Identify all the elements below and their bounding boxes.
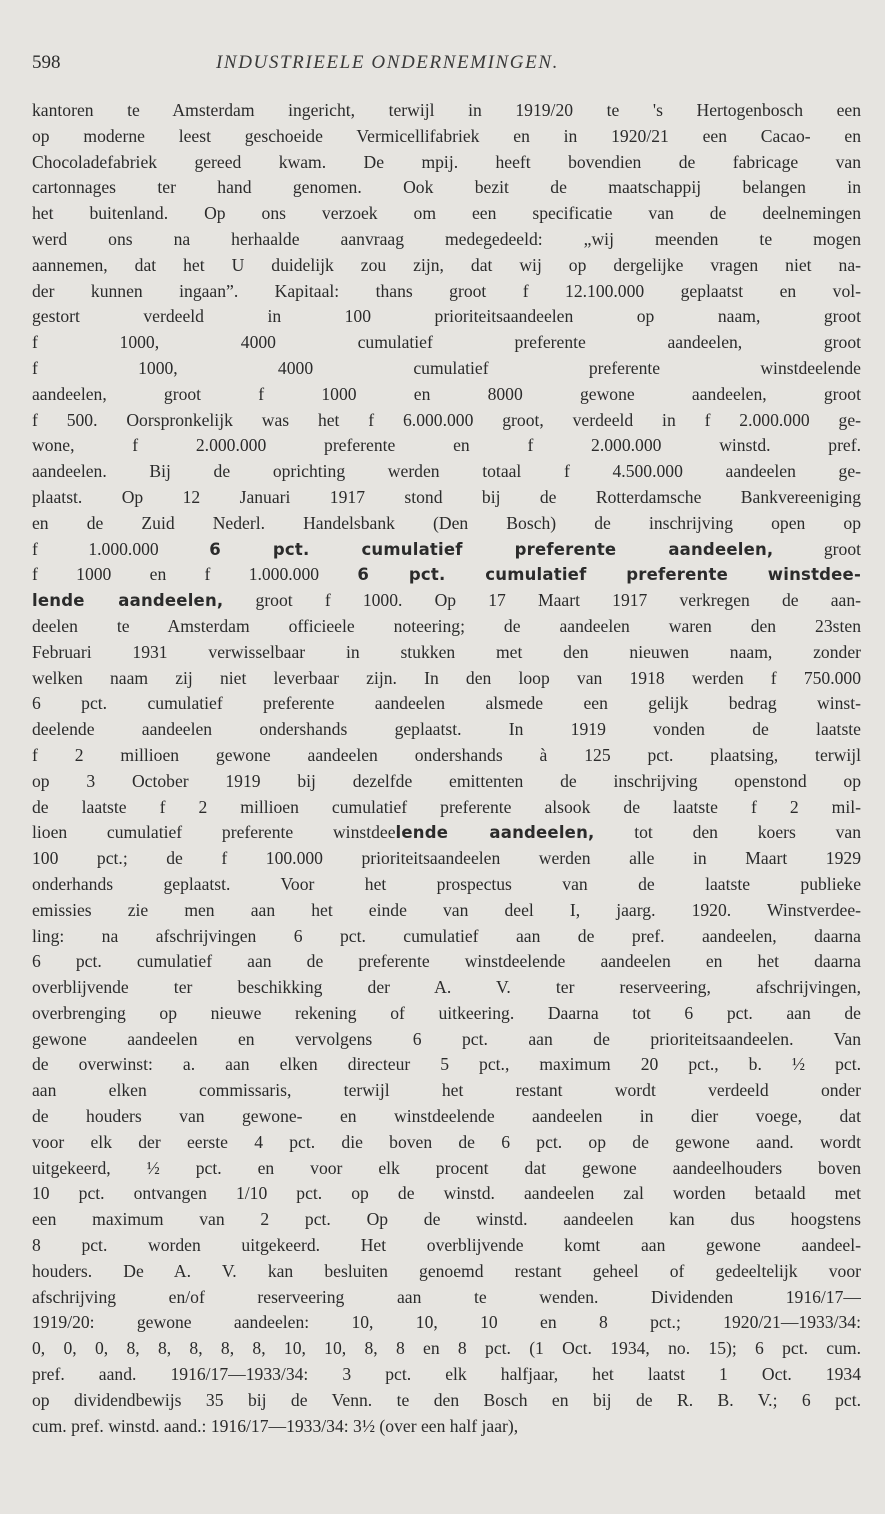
text-line: pref. aand. 1916/17—1933/34: 3 pct. elk halfjaar, het laatst 1 Oct. 1934 [32,1364,861,1385]
text-line: Chocoladefabriek gereed kwam. De mpij. heeft bovendien de fabricage van [32,151,861,172]
text-line: lioen cumulatief preferente winstdeelende aandeelen, tot den koers van [32,822,861,843]
text-line: der kunnen ingaan”. Kapitaal: thans groot f 12.100.000 geplaatst en vol- [32,280,861,301]
text-line: gewone aandeelen en vervolgens 6 pct. aan de prioriteitsaandeelen. Van [32,1028,861,1049]
text-line: uitgekeerd, ½ pct. en voor elk procent dat gewone aandeelhouders boven [32,1157,861,1178]
text-line: 6 pct. cumulatief aan de preferente winstdeelende aandeelen en het daarna [32,951,861,972]
text-line: f 1000, 4000 cumulatief preferente aandeelen, groot [32,332,861,353]
text-line: op dividendbewijs 35 bij de Venn. te den Bosch en bij de R. B. V.; 6 pct. [32,1389,861,1410]
text-line: een maximum van 2 pct. Op de winstd. aandeelen kan dus hoogstens [32,1209,861,1230]
text-line: f 2 millioen gewone aandeelen ondershands à 125 pct. plaatsing, terwijl [32,744,861,765]
text-line: de houders van gewone- en winstdeelende aandeelen in dier voege, dat [32,1106,861,1127]
text-line: gestort verdeeld in 100 prioriteitsaandeelen op naam, groot [32,306,861,327]
text-line: de overwinst: a. aan elken directeur 5 pct., maximum 20 pct., b. ½ pct. [32,1054,861,1075]
text-line: afschrijving en/of reserveering aan te wenden. Dividenden 1916/17— [32,1286,861,1307]
text-line: plaatst. Op 12 Januari 1917 stond bij de Rotterdamsche Bankvereeniging [32,486,861,507]
text-line: voor elk der eerste 4 pct. die boven de 6 pct. op de gewone aand. wordt [32,1131,861,1152]
text-line: f 500. Oorspronkelijk was het f 6.000.000 groot, verdeeld in f 2.000.000 ge- [32,409,861,430]
text-line: op moderne leest geschoeide Vermicellifabriek en in 1920/21 een Cacao- en [32,125,861,146]
text-line: ling: na afschrijvingen 6 pct. cumulatief aan de pref. aandeelen, daarna [32,925,861,946]
text-line: houders. De A. V. kan besluiten genoemd restant geheel of gedeeltelijk voor [32,1260,861,1281]
text-line: kantoren te Amsterdam ingericht, terwijl in 1919/20 te 's Hertogenbosch een [32,100,861,120]
text-line: overblijvende ter beschikking der A. V. ter reserveering, afschrijvingen, [32,977,861,998]
text-line: werd ons na herhaalde aanvraag medegedeeld: „wij meenden te mogen [32,228,861,249]
text-line: 10 pct. ontvangen 1/10 pct. op de winstd. aandeelen zal worden betaald met [32,1183,861,1204]
text-line: cartonnages ter hand genomen. Ook bezit de maatschappij belangen in [32,177,861,198]
text-line: emissies zie men aan het einde van deel I, jaarg. 1920. Winstverdee- [32,899,861,920]
text-line: overbrenging op nieuwe rekening of uitkeering. Daarna tot 6 pct. aan de [32,1002,861,1023]
text-line: aannemen, dat het U duidelijk zou zijn, dat wij op dergelijke vragen niet na- [32,254,861,275]
text-line: f 1.000.000 6 pct. cumulatief preferente aandeelen, groot [32,538,861,559]
text-line: f 1000, 4000 cumulatief preferente winstdeelende [32,357,861,378]
text-line: Februari 1931 verwisselbaar in stukken met den nieuwen naam, zonder [32,641,861,662]
text-line: welken naam zij niet leverbaar zijn. In den loop van 1918 werden f 750.000 [32,667,861,688]
text-line: de laatste f 2 millioen cumulatief preferente alsook de laatste f 2 mil- [32,796,861,817]
text-line: cum. pref. winstd. aand.: 1916/17—1933/34: 3½ (over een half jaar), [32,1415,519,1436]
text-line: f 1000 en f 1.000.000 6 pct. cumulatief preferente winstdee- [32,564,861,585]
text-line: het buitenland. Op ons verzoek om een specificatie van de deelnemingen [32,203,861,224]
text-line: wone, f 2.000.000 preferente en f 2.000.000 winstd. pref. [32,435,861,456]
text-line: aan elken commissaris, terwijl het restant wordt verdeeld onder [32,1080,861,1101]
text-line: 100 pct.; de f 100.000 prioriteitsaandeelen werden alle in Maart 1929 [32,848,861,869]
text-line: deelende aandeelen ondershands geplaatst. In 1919 vonden de laatste [32,719,861,740]
text-line: 1919/20: gewone aandeelen: 10, 10, 10 en 8 pct.; 1920/21—1933/34: [32,1312,861,1333]
text-line: onderhands geplaatst. Voor het prospectus van de laatste publieke [32,873,861,894]
text-line: deelen te Amsterdam officieele noteering; de aandeelen waren den 23sten [32,615,861,636]
text-line: op 3 October 1919 bij dezelfde emittenten de inschrijving openstond op [32,770,861,791]
text-line: lende aandeelen, groot f 1000. Op 17 Maart 1917 verkregen de aan- [32,590,861,611]
text-line: 6 pct. cumulatief preferente aandeelen alsmede een gelijk bedrag winst- [32,693,861,714]
text-line: aandeelen. Bij de oprichting werden totaal f 4.500.000 aandeelen ge- [32,461,861,482]
page-number: 598 [32,52,61,73]
body-text [32,98,861,1439]
text-line: 8 pct. worden uitgekeerd. Het overblijvende komt aan gewone aandeel- [32,1235,861,1256]
text-line: en de Zuid Nederl. Handelsbank (Den Bosch) de inschrijving open op [32,512,861,533]
text-line: aandeelen, groot f 1000 en 8000 gewone aandeelen, groot [32,383,861,404]
text-line: 0, 0, 0, 8, 8, 8, 8, 8, 10, 10, 8, 8 en 8 pct. (1 Oct. 1934, no. 15); 6 pct. cum. [32,1338,861,1359]
running-title: INDUSTRIEELE ONDERNEMINGEN. [216,52,559,73]
page-header [32,52,862,80]
